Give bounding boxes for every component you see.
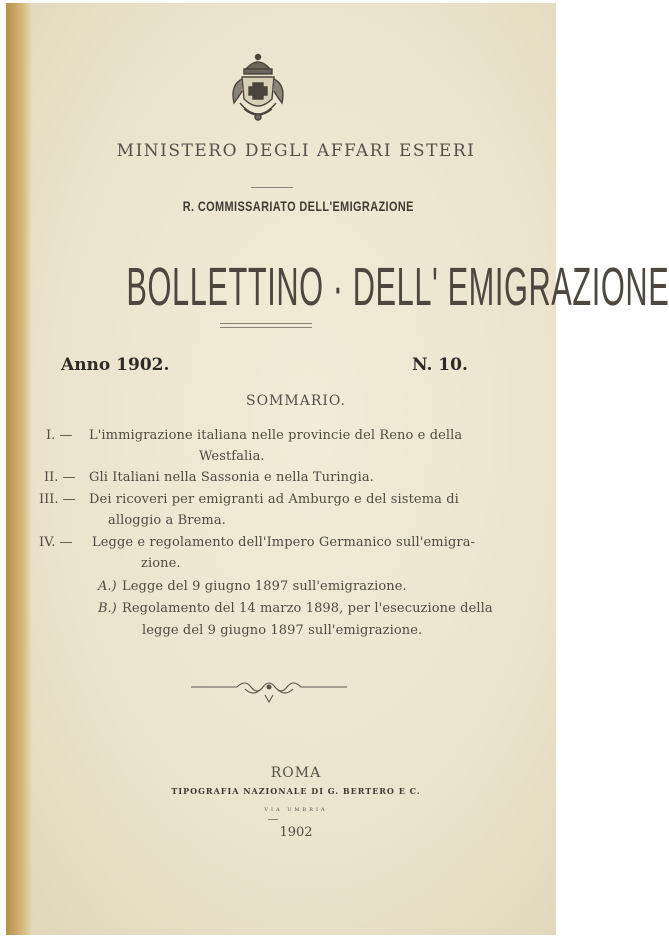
toc-item-line: Dei ricoveri per emigranti ad Amburgo e del sistema di <box>89 492 459 507</box>
toc-item-line: Gli Italiani nella Sassonia e nella Turingia. <box>89 470 374 485</box>
subitem-line: legge del 9 giugno 1897 sull'emigrazione. <box>142 623 423 638</box>
contents-heading: SOMMARIO. <box>245 393 347 409</box>
issue-number: N. 10. <box>412 355 468 375</box>
subitem-label: B.) <box>98 601 117 616</box>
toc-number: III. — <box>39 492 76 507</box>
subitem-label: A.) <box>98 579 117 594</box>
ornament-flourish-icon <box>189 675 349 705</box>
title-rule-top <box>220 323 312 324</box>
binding-spine <box>6 3 32 935</box>
ministry-name: MINISTERO DEGLI AFFARI ESTERI <box>116 141 476 161</box>
toc-item-line: Legge e regolamento dell'Impero Germanico sull'emigra- <box>92 535 476 550</box>
royal-crest-icon <box>226 51 290 127</box>
toc-item-line: L'immigrazione italiana nelle provincie del Reno e della <box>89 428 463 443</box>
subitem-line: Legge del 9 giugno 1897 sull'emigrazione. <box>122 579 407 594</box>
title-rule-bottom <box>220 327 312 328</box>
toc-number: IV. — <box>39 535 73 550</box>
bulletin-title: BOLLETTINO · DELL' EMIGRAZIONE <box>126 257 669 317</box>
toc-item-line: alloggio a Brema. <box>108 513 226 528</box>
imprint-city: ROMA <box>270 765 322 781</box>
commissariato-name: R. COMMISSARIATO DELL'EMIGRAZIONE <box>182 198 414 214</box>
divider <box>251 187 293 188</box>
imprint-street: VIA UMBRIA <box>264 807 328 813</box>
subitem-line: Regolamento del 14 marzo 1898, per l'esecuzione della <box>122 601 493 616</box>
toc-number: I. — <box>46 428 73 443</box>
issue-year: Anno 1902. <box>61 355 170 375</box>
toc-number: II. — <box>44 470 76 485</box>
imprint-printer: TIPOGRAFIA NAZIONALE DI G. BERTERO E C. <box>171 786 421 796</box>
imprint-divider <box>268 819 278 820</box>
toc-item-line: Westfalia. <box>199 449 265 464</box>
toc-item-line: zione. <box>141 556 181 571</box>
document-cover <box>6 3 669 935</box>
imprint-year: 1902 <box>279 825 313 840</box>
